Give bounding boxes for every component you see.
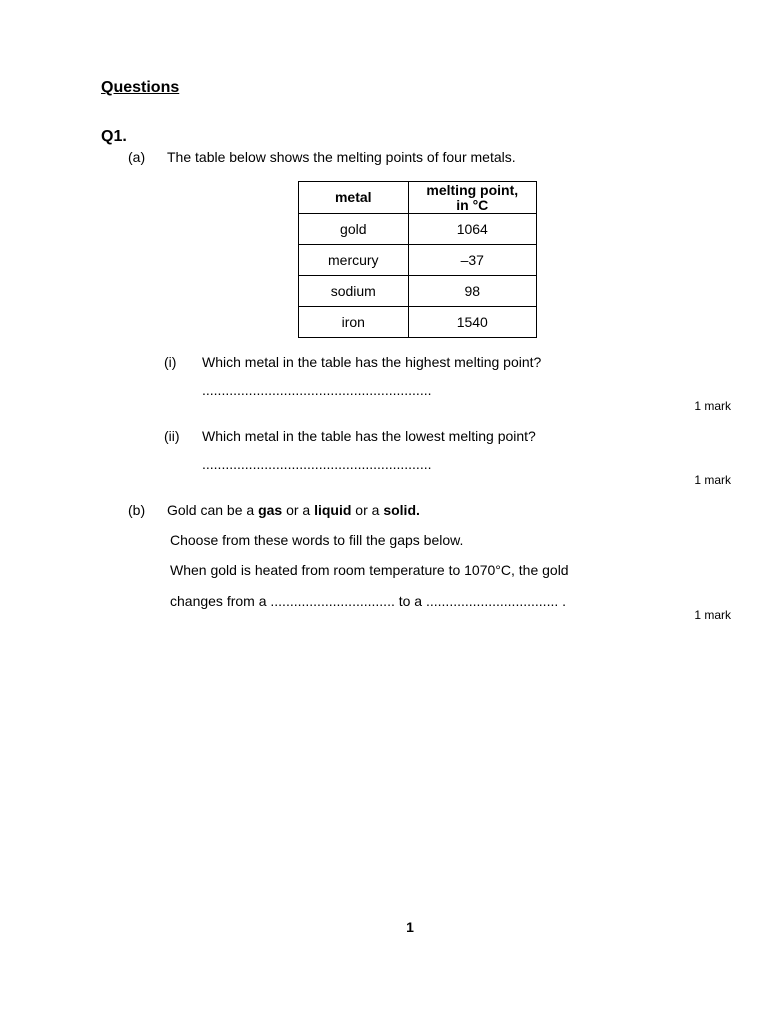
melting-points-table xyxy=(298,181,537,338)
table-row xyxy=(299,307,537,338)
header-line-2: in °C xyxy=(456,196,489,213)
melting-point-cell: 98 xyxy=(408,276,536,307)
line1-mid2: or a xyxy=(351,502,384,518)
metal-cell: mercury xyxy=(299,245,409,276)
page-number: 1 xyxy=(406,919,414,935)
table-row xyxy=(299,276,537,307)
table-row xyxy=(299,245,537,276)
word-solid: solid. xyxy=(383,502,420,518)
line1-mid1: or a xyxy=(282,502,315,518)
sub-i-answer-line[interactable]: ........................................................... xyxy=(202,382,432,398)
melting-point-cell: –37 xyxy=(408,245,536,276)
sub-i-label: (i) xyxy=(164,354,177,370)
part-b-mark: 1 mark xyxy=(694,608,731,622)
header-line-1: melting point, xyxy=(426,181,519,198)
sub-i-mark: 1 mark xyxy=(694,399,731,413)
sub-i-question: Which metal in the table has the highest melting point? xyxy=(202,354,542,370)
part-a-intro: The table below shows the melting points of four metals. xyxy=(167,149,516,165)
metal-cell: gold xyxy=(299,214,409,245)
sub-ii-answer-line[interactable]: ........................................................... xyxy=(202,456,432,472)
part-b-line-3: When gold is heated from room temperature to 1070°C, the gold xyxy=(170,562,569,578)
melting-point-cell: 1540 xyxy=(408,307,536,338)
sub-ii-mark: 1 mark xyxy=(694,473,731,487)
sub-ii-question: Which metal in the table has the lowest melting point? xyxy=(202,428,536,444)
table-header-melting-point xyxy=(408,182,536,214)
part-a-label: (a) xyxy=(128,149,146,165)
table-header-metal: metal xyxy=(299,182,409,214)
part-b-label: (b) xyxy=(128,502,146,518)
table-row xyxy=(299,214,537,245)
line1-pre: Gold can be a xyxy=(167,502,259,518)
table-header-row xyxy=(299,182,537,214)
sub-ii-label: (ii) xyxy=(164,428,180,444)
part-b-line-2: Choose from these words to fill the gaps below. xyxy=(170,532,464,548)
question-number: Q1. xyxy=(101,128,127,145)
melting-point-cell: 1064 xyxy=(408,214,536,245)
word-liquid: liquid xyxy=(314,502,352,518)
metal-cell: iron xyxy=(299,307,409,338)
questions-heading: Questions xyxy=(101,79,180,96)
metal-cell: sodium xyxy=(299,276,409,307)
word-gas: gas xyxy=(258,502,283,518)
part-b-line-1 xyxy=(167,502,420,518)
part-b-line-4[interactable]: changes from a ................................ to a .................................. . xyxy=(170,593,567,609)
